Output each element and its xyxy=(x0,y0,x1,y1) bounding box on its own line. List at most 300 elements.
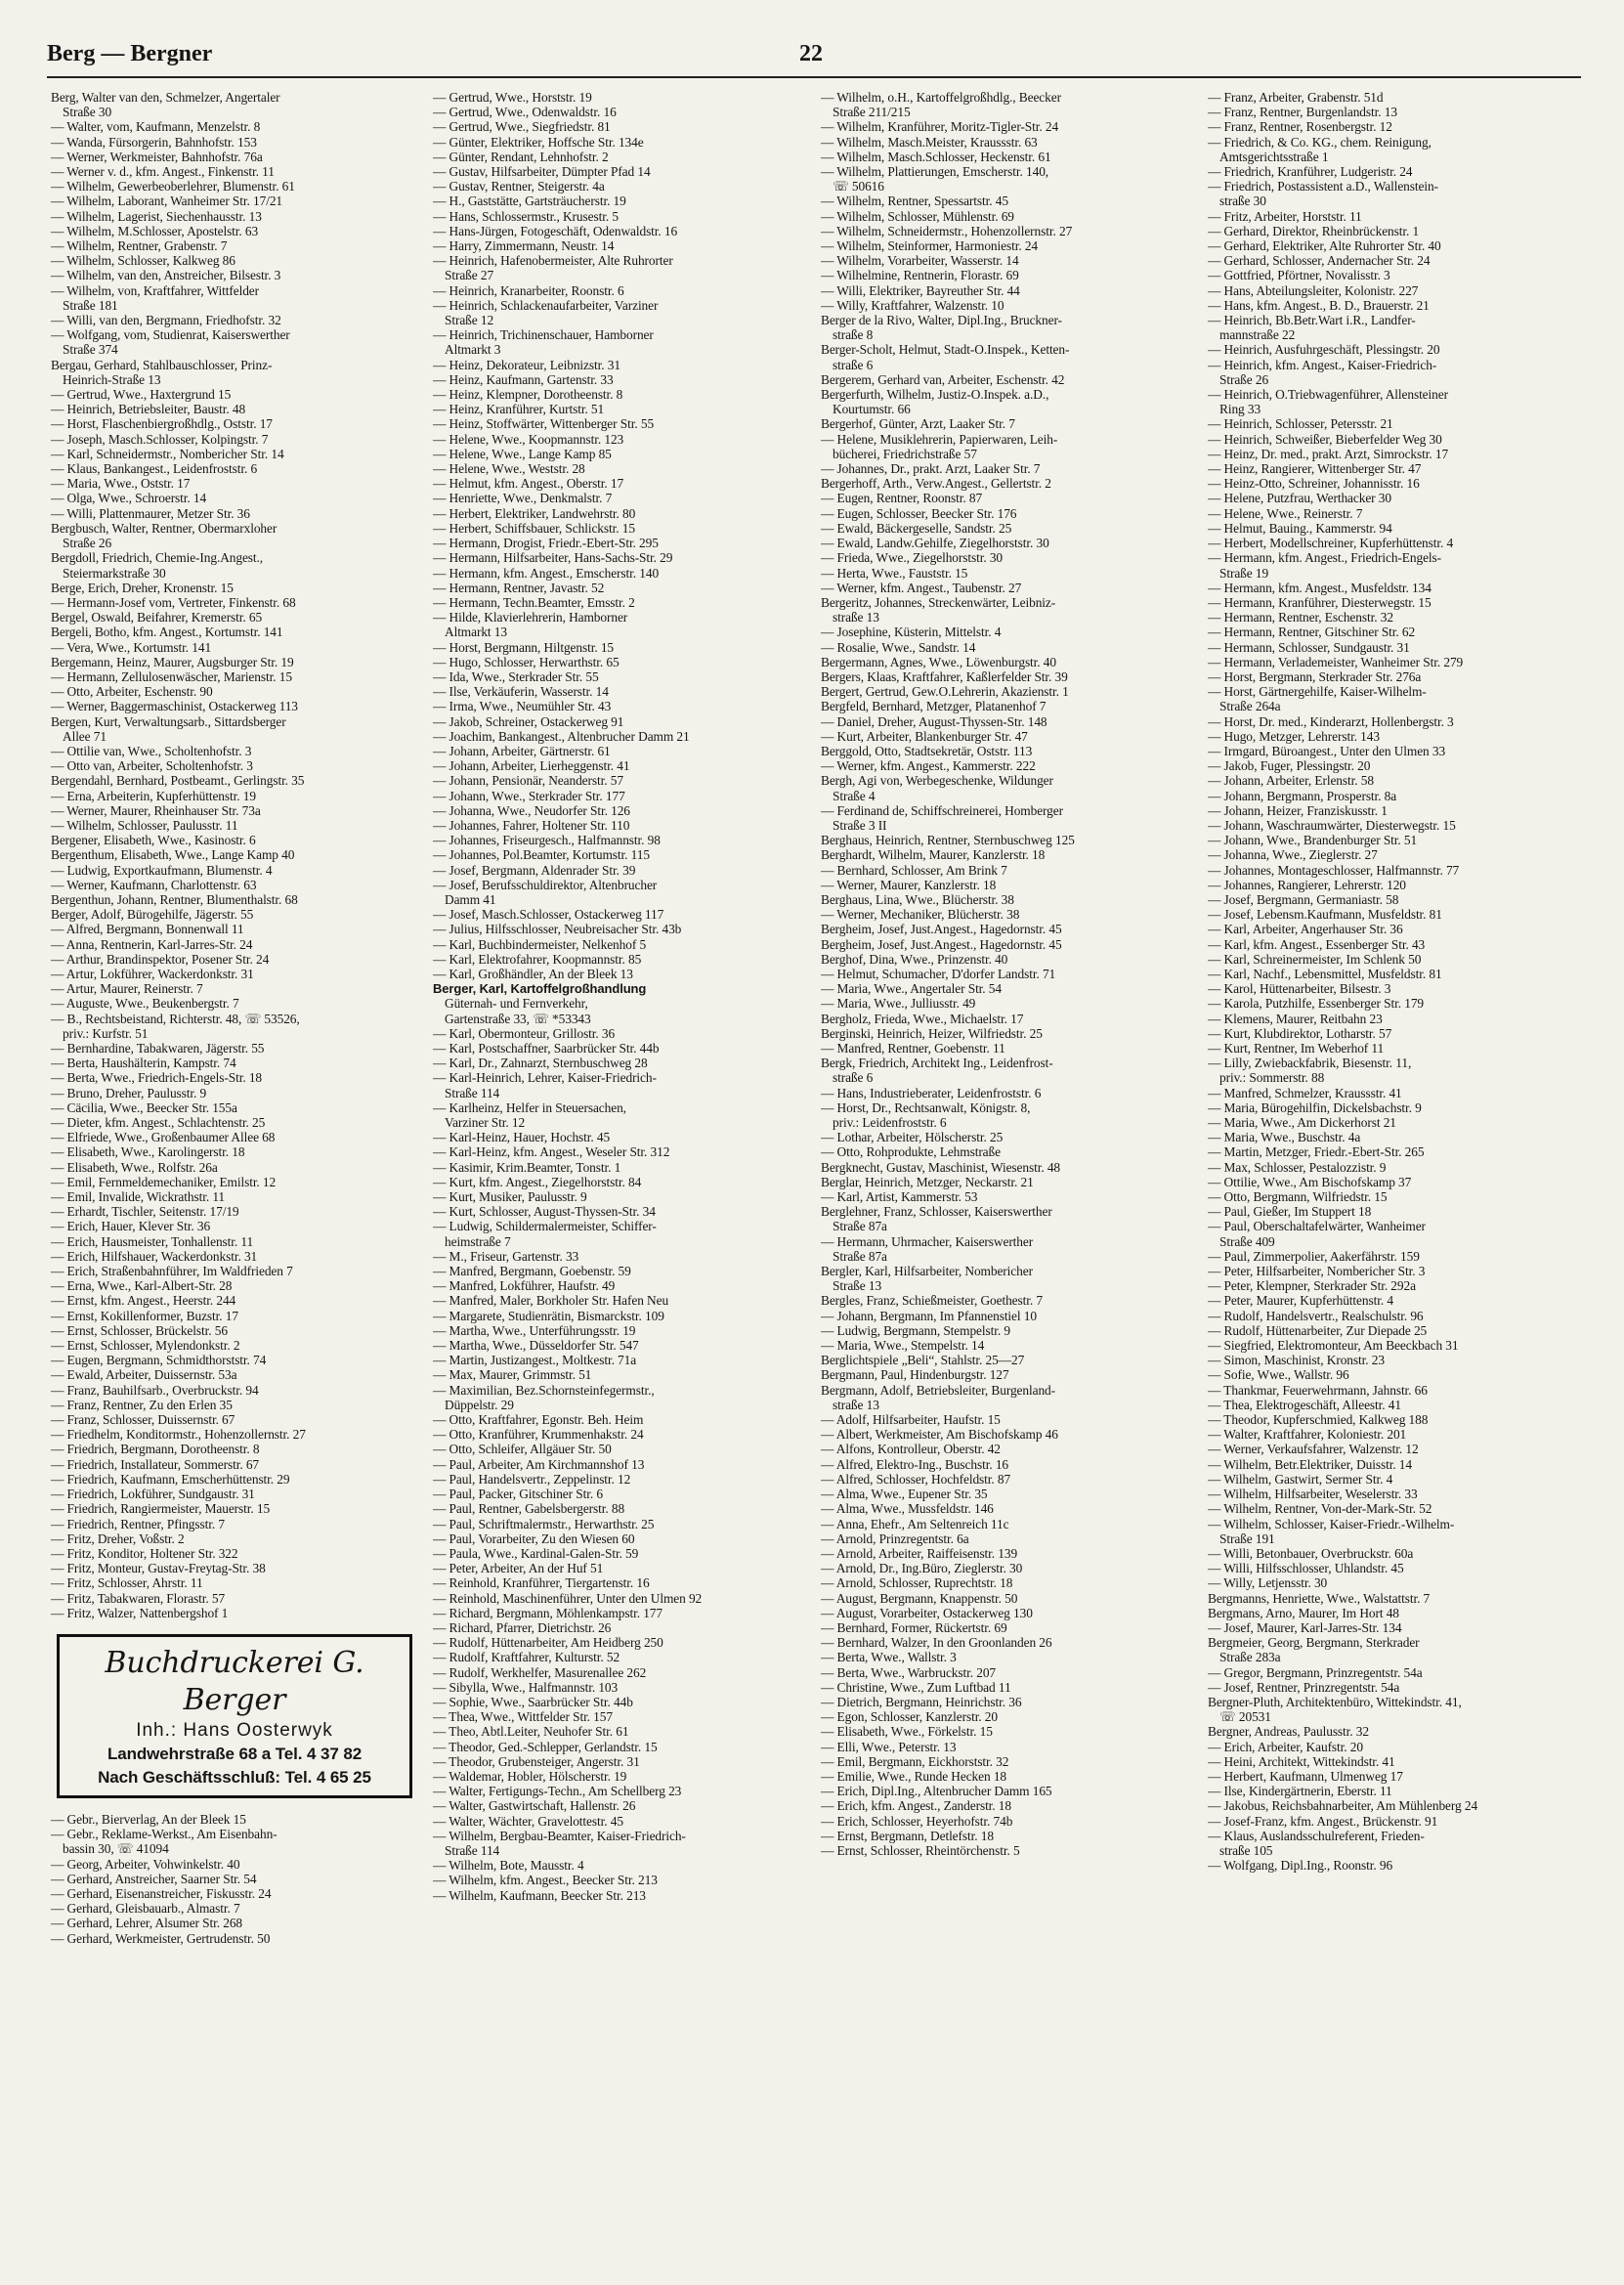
directory-entry-line: — Horst, Bergmann, Sterkrader Str. 276a xyxy=(1208,668,1422,684)
directory-entry-line: — Margarete, Studienrätin, Bismarckstr. 109 xyxy=(433,1308,664,1323)
directory-entry-line: — Ottilie van, Wwe., Scholtenhofstr. 3 xyxy=(51,743,252,758)
directory-entry-line: — Otto, Arbeiter, Eschenstr. 90 xyxy=(51,684,213,700)
directory-entry-line: — Helene, Wwe., Weststr. 28 xyxy=(433,461,585,477)
directory-entry-line: — Gebr., Bierverlag, An der Bleek 15 xyxy=(51,1811,246,1827)
directory-entry-line: — Johann, Bergmann, Prosperstr. 8a xyxy=(1208,788,1397,803)
directory-entry-line: Straße 114 xyxy=(445,1085,500,1100)
directory-entry-line: Bergholz, Frieda, Wwe., Michaelstr. 17 xyxy=(821,1011,1024,1026)
directory-entry-line: — Gebr., Reklame-Werkst., Am Eisenbahn- xyxy=(51,1827,278,1842)
directory-entry-line: — Johannes, Pol.Beamter, Kortumstr. 115 xyxy=(433,847,650,863)
directory-entry-line: — Gustav, Rentner, Steigerstr. 4a xyxy=(433,179,605,194)
directory-entry-line: — Berta, Wwe., Wallstr. 3 xyxy=(821,1650,957,1665)
directory-entry-line: — Johanna, Wwe., Zieglerstr. 27 xyxy=(1208,847,1378,863)
ad-after-hours: Nach Geschäftsschluß: Tel. 4 65 25 xyxy=(98,1767,371,1787)
directory-entry-line: — Karl, Nachf., Lebensmittel, Musfeldstr. 81 xyxy=(1208,966,1442,981)
directory-entry-line: — Heinz-Otto, Schreiner, Johannisstr. 16 xyxy=(1208,476,1420,492)
directory-entry-line: — Friedrich, Rentner, Pfingsstr. 7 xyxy=(51,1516,225,1531)
directory-entry-line: Bergner, Andreas, Paulusstr. 32 xyxy=(1208,1724,1369,1740)
directory-entry-line: — Wilhelm, M.Schlosser, Apostelstr. 63 xyxy=(51,223,259,238)
directory-entry-line: Bergmanns, Henriette, Wwe., Walstattstr. 7 xyxy=(1208,1590,1431,1606)
directory-entry-line: — Wilhelm, Schlosser, Kalkweg 86 xyxy=(51,253,235,269)
directory-entry-line: — Manfred, Rentner, Goebenstr. 11 xyxy=(821,1041,1005,1056)
directory-entry-line: — Johannes, Dr., prakt. Arzt, Laaker Str. 7 xyxy=(821,461,1041,477)
directory-entry-line: — Josef-Franz, kfm. Angest., Brückenstr. 91 xyxy=(1208,1813,1438,1829)
directory-entry-line: — Horst, Gärtnergehilfe, Kaiser-Wilhelm- xyxy=(1208,684,1427,700)
directory-entry-line: — Erich, Schlosser, Heyerhofstr. 74b xyxy=(821,1813,1013,1829)
directory-entry-line: — Heinrich, Hafenobermeister, Alte Ruhrorter xyxy=(433,253,673,269)
directory-entry-line: Bergenthun, Johann, Rentner, Blumenthalstr. 68 xyxy=(51,891,298,907)
directory-entry-line: — Karl, Artist, Kammerstr. 53 xyxy=(821,1189,978,1205)
directory-entry-line: — Heini, Architekt, Wittekindstr. 41 xyxy=(1208,1753,1395,1769)
directory-entry-line: — Horst, Dr. med., Kinderarzt, Hollenbergstr. 3 xyxy=(1208,713,1454,729)
directory-entry-line: Amtsgerichtsstraße 1 xyxy=(1219,149,1329,164)
directory-entry-line: — Hugo, Schlosser, Herwarthstr. 65 xyxy=(433,654,620,669)
directory-entry-line: — Siegfried, Elektromonteur, Am Beeckbach 31 xyxy=(1208,1338,1459,1354)
directory-entry-line: — Johann, Wwe., Sterkrader Str. 177 xyxy=(433,788,625,803)
directory-entry-line: — Hermann, Kranführer, Diesterwegstr. 15 xyxy=(1208,594,1432,610)
directory-entry-line: Berghaus, Lina, Wwe., Blücherstr. 38 xyxy=(821,891,1014,907)
directory-entry-line: — Heinrich, O.Triebwagenführer, Allensteiner xyxy=(1208,387,1448,403)
directory-entry-line: — Paul, Packer, Gitschiner Str. 6 xyxy=(433,1487,603,1502)
directory-entry-line: — Wilhelm, Schlosser, Paulusstr. 11 xyxy=(51,817,238,833)
directory-entry-line: Straße 87a xyxy=(833,1248,887,1264)
directory-entry-line: — Rudolf, Hüttenarbeiter, Am Heidberg 250 xyxy=(433,1635,663,1651)
directory-entry-line: — Ernst, Schlosser, Mylendonkstr. 2 xyxy=(51,1338,240,1354)
directory-entry-line: — Anna, Ehefr., Am Seltenreich 11c xyxy=(821,1516,1009,1531)
directory-entry-line: — Theodor, Ged.-Schlepper, Gerlandstr. 15 xyxy=(433,1739,658,1754)
directory-entry-line: Bergerhoff, Arth., Verw.Angest., Gellertstr. 2 xyxy=(821,476,1051,492)
directory-entry-line: — Jakob, Schreiner, Ostackerweg 91 xyxy=(433,713,624,729)
directory-entry-line: — Sibylla, Wwe., Halfmannstr. 103 xyxy=(433,1679,619,1695)
directory-entry-line: Bergel, Oswald, Beifahrer, Kremerstr. 65 xyxy=(51,610,263,625)
directory-entry-line: — Franz, Arbeiter, Grabenstr. 51d xyxy=(1208,90,1384,105)
directory-entry-line: Straße 264a xyxy=(1219,699,1281,714)
directory-entry-line: — Gerhard, Eisenanstreicher, Fiskusstr. 24 xyxy=(51,1885,272,1901)
directory-entry-line: — Maria, Wwe., Buschstr. 4a xyxy=(1208,1130,1361,1145)
directory-entry-line: — Willi, van den, Bergmann, Friedhofstr. 32 xyxy=(51,313,281,328)
directory-entry-line: — Fritz, Monteur, Gustav-Freytag-Str. 38 xyxy=(51,1561,266,1576)
directory-entry-line: — Maria, Wwe., Oststr. 17 xyxy=(51,476,191,492)
directory-entry-line: — Paul, Schriftmalermstr., Herwarthstr. 25 xyxy=(433,1516,655,1531)
directory-entry-line: — Auguste, Wwe., Beukenbergstr. 7 xyxy=(51,996,239,1012)
directory-entry-line: Straße 283a xyxy=(1219,1650,1281,1665)
directory-entry-line: — H., Gaststätte, Gartsträucherstr. 19 xyxy=(433,194,626,209)
directory-entry-line: — Hermann, Drogist, Friedr.-Ebert-Str. 295 xyxy=(433,536,659,551)
directory-entry-line: — Wilhelm, von, Kraftfahrer, Wittfelder xyxy=(51,282,260,298)
directory-entry-line: — Eugen, Bergmann, Schmidthorststr. 74 xyxy=(51,1353,267,1368)
directory-entry-line: — Rudolf, Hüttenarbeiter, Zur Diepade 25 xyxy=(1208,1322,1428,1338)
directory-entry-line: — Heinz, Dr. med., prakt. Arzt, Simrockstr. 17 xyxy=(1208,446,1449,461)
directory-entry-line: Ring 33 xyxy=(1219,402,1261,417)
directory-entry-line: — Elisabeth, Wwe., Förkelstr. 15 xyxy=(821,1724,993,1740)
directory-entry-line: Allee 71 xyxy=(63,728,107,744)
directory-entry-line: — Hilde, Klavierlehrerin, Hamborner xyxy=(433,610,628,625)
directory-entry-line: — Henriette, Wwe., Denkmalstr. 7 xyxy=(433,491,613,506)
directory-entry-line: — Helene, Putzfrau, Werthacker 30 xyxy=(1208,491,1391,506)
directory-entry-line: Bergers, Klaas, Kraftfahrer, Kaßlerfelder Str. 39 xyxy=(821,668,1068,684)
directory-entry-line: Bergmann, Paul, Hindenburgstr. 127 xyxy=(821,1367,1009,1383)
directory-entry-line: Berger, Karl, Kartoffelgroßhandlung xyxy=(433,981,647,997)
directory-entry-line: — Herbert, Kaufmann, Ulmenweg 17 xyxy=(1208,1768,1403,1784)
directory-entry-line: — Paul, Arbeiter, Am Kirchmannshof 13 xyxy=(433,1456,645,1472)
directory-entry-line: — Arnold, Dr., Ing.Büro, Zieglerstr. 30 xyxy=(821,1561,1023,1576)
directory-entry-line: — Horst, Dr., Rechtsanwalt, Königstr. 8, xyxy=(821,1099,1031,1115)
directory-entry-line: — Lilly, Zwiebackfabrik, Biesenstr. 11, xyxy=(1208,1056,1412,1071)
directory-entry-line: — Ernst, Schlosser, Brückelstr. 56 xyxy=(51,1322,228,1338)
directory-entry-line: Bergdoll, Friedrich, Chemie-Ing.Angest., xyxy=(51,550,264,566)
directory-entry-line: — Wilhelm, van den, Anstreicher, Bilsestr. 3 xyxy=(51,268,281,283)
directory-entry-line: — Hermann, Rentner, Javastr. 52 xyxy=(433,580,605,595)
directory-entry-line: straße 105 xyxy=(1219,1842,1273,1858)
directory-entry-line: — Erich, Arbeiter, Kaufstr. 20 xyxy=(1208,1739,1363,1754)
directory-entry-line: — Friedhelm, Konditormstr., Hohenzollernstr. 27 xyxy=(51,1427,306,1443)
directory-entry-line: — Ewald, Landw.Gehilfe, Ziegelhorststr. 30 xyxy=(821,536,1049,551)
directory-entry-line: priv.: Kurfstr. 51 xyxy=(63,1025,149,1041)
directory-entry-line: — Berta, Haushälterin, Kampstr. 74 xyxy=(51,1056,236,1071)
directory-entry-line: — Vera, Wwe., Kortumstr. 141 xyxy=(51,639,212,655)
directory-entry-line: Bergfeld, Bernhard, Metzger, Platanenhof 7 xyxy=(821,699,1047,714)
directory-entry-line: Bergles, Franz, Schießmeister, Goethestr. 7 xyxy=(821,1293,1043,1309)
directory-entry-line: — Werner, Baggermaschinist, Ostackerweg 113 xyxy=(51,699,298,714)
directory-entry-line: — Karl-Heinz, Hauer, Hochstr. 45 xyxy=(433,1130,611,1145)
directory-entry-line: — Josef, Bergmann, Aldenrader Str. 39 xyxy=(433,862,636,878)
directory-entry-line: — Paul, Handelsvertr., Zeppelinstr. 12 xyxy=(433,1471,631,1487)
directory-entry-line: — Irma, Wwe., Neumühler Str. 43 xyxy=(433,699,612,714)
directory-entry-line: — Maria, Wwe., Angertaler Str. 54 xyxy=(821,981,1002,997)
directory-entry-line: — Johann, Arbeiter, Gärtnerstr. 61 xyxy=(433,743,611,758)
directory-entry-line: — Sofie, Wwe., Wallstr. 96 xyxy=(1208,1367,1349,1383)
directory-entry-line: Berge, Erich, Dreher, Kronenstr. 15 xyxy=(51,580,234,595)
ad-company-name: Buchdruckerei G. Berger xyxy=(105,1645,364,1717)
directory-entry-line: — Heinz, Dekorateur, Leibnizstr. 31 xyxy=(433,357,620,372)
directory-entry-line: — Artur, Lokführer, Wackerdonkstr. 31 xyxy=(51,966,254,981)
directory-entry-line: — Friedrich, Postassistent a.D., Wallenstein- xyxy=(1208,179,1438,194)
directory-entry-line: Berglehner, Franz, Schlosser, Kaiserswerther xyxy=(821,1204,1052,1220)
directory-entry-line: — Fritz, Arbeiter, Horststr. 11 xyxy=(1208,208,1362,224)
directory-entry-line: — Herbert, Schiffsbauer, Schlickstr. 15 xyxy=(433,520,635,536)
directory-entry-line: — Karl, Elektrofahrer, Koopmannstr. 85 xyxy=(433,951,642,967)
directory-entry-line: — Wilhelm, Bergbau-Beamter, Kaiser-Friedrich- xyxy=(433,1828,686,1843)
directory-entry-line: — Wilhelm, kfm. Angest., Beecker Str. 213 xyxy=(433,1873,658,1888)
directory-entry-line: — Wilhelm, Gastwirt, Sermer Str. 4 xyxy=(1208,1471,1393,1487)
directory-entry-line: — Egon, Schlosser, Kanzlerstr. 20 xyxy=(821,1709,998,1725)
directory-entry-line: — Heinrich, Schweißer, Bieberfelder Weg 30 xyxy=(1208,431,1442,447)
directory-entry-line: — Johann, Arbeiter, Erlenstr. 58 xyxy=(1208,773,1374,789)
directory-entry-line: — Reinhold, Kranführer, Tiergartenstr. 16 xyxy=(433,1575,650,1591)
directory-entry-line: — Josef, Lebensm.Kaufmann, Musfeldstr. 81 xyxy=(1208,907,1442,923)
running-title: Berg — Bergner xyxy=(47,41,213,66)
directory-entry-line: — Sophie, Wwe., Saarbrücker Str. 44b xyxy=(433,1694,633,1709)
directory-entry-line: — Klaus, Bankangest., Leidenfroststr. 6 xyxy=(51,461,258,477)
directory-entry-line: — Manfred, Bergmann, Goebenstr. 59 xyxy=(433,1264,631,1279)
directory-entry-line: — Wilhelm, Schlosser, Kaiser-Friedr.-Wilhelm- xyxy=(1208,1516,1455,1531)
directory-entry-line: — Otto van, Arbeiter, Scholtenhofstr. 3 xyxy=(51,758,253,774)
directory-entry-line: — Elfriede, Wwe., Großenbaumer Allee 68 xyxy=(51,1130,276,1145)
directory-entry-line: Bergmans, Arno, Maurer, Im Hort 48 xyxy=(1208,1605,1399,1620)
directory-entry-line: Steiermarkstraße 30 xyxy=(63,565,166,581)
directory-entry-line: — Friedrich, Kaufmann, Emscherhüttenstr. 29 xyxy=(51,1471,290,1487)
directory-entry-line: — Otto, Schleifer, Allgäuer Str. 50 xyxy=(433,1442,612,1457)
directory-entry-line: — Elisabeth, Wwe., Karolingerstr. 18 xyxy=(51,1144,245,1160)
directory-entry-line: priv.: Sommerstr. 88 xyxy=(1219,1070,1325,1086)
directory-entry-line: — Hermann, Rentner, Eschenstr. 32 xyxy=(1208,610,1393,625)
directory-entry-line: — Erich, Hauer, Klever Str. 36 xyxy=(51,1219,211,1234)
directory-entry-line: — Wilhelm, Betr.Elektriker, Duisstr. 14 xyxy=(1208,1456,1413,1472)
directory-entry-line: — Heinz, Kranführer, Kurtstr. 51 xyxy=(433,402,605,417)
directory-entry-line: — Karl, Arbeiter, Angerhauser Str. 36 xyxy=(1208,922,1403,937)
directory-entry-line: — Hermann, Verlademeister, Wanheimer Str. 279 xyxy=(1208,654,1464,669)
directory-entry-line: — Hermann, Techn.Beamter, Emsstr. 2 xyxy=(433,594,635,610)
directory-entry-line: Straße 409 xyxy=(1219,1233,1275,1249)
directory-entry-line: — Johanna, Wwe., Neudorfer Str. 126 xyxy=(433,802,630,818)
directory-entry-line: Bergendahl, Bernhard, Postbeamt., Gerlingstr. 35 xyxy=(51,773,305,789)
directory-entry-line: — Gertrud, Wwe., Haxtergrund 15 xyxy=(51,387,232,403)
directory-entry-line: — Elisabeth, Wwe., Rolfstr. 26a xyxy=(51,1159,218,1175)
directory-entry-line: — Erich, kfm. Angest., Zanderstr. 18 xyxy=(821,1798,1011,1814)
directory-entry-line: — Bernhardine, Tabakwaren, Jägerstr. 55 xyxy=(51,1041,265,1056)
directory-entry-line: Kourtumstr. 66 xyxy=(833,402,911,417)
directory-entry-line: — Josef, Rentner, Prinzregentstr. 54a xyxy=(1208,1679,1400,1695)
directory-entry-line: — Gerhard, Anstreicher, Saarner Str. 54 xyxy=(51,1871,257,1886)
directory-entry-line: — Erich, Hilfshauer, Wackerdonkstr. 31 xyxy=(51,1248,258,1264)
directory-entry-line: — Wilhelm, Kaufmann, Beecker Str. 213 xyxy=(433,1887,646,1903)
directory-entry-line: — Alfred, Schlosser, Hochfeldstr. 87 xyxy=(821,1471,1011,1487)
directory-entry-line: straße 13 xyxy=(833,610,879,625)
directory-entry-line: — Fritz, Tabakwaren, Florastr. 57 xyxy=(51,1590,226,1606)
directory-entry-line: — Wilhelm, Masch.Meister, Kraussstr. 63 xyxy=(821,134,1038,150)
directory-entry-line: Bergheim, Josef, Just.Angest., Hagedornstr. 45 xyxy=(821,936,1062,952)
directory-entry-line: Bergner-Pluth, Architektenbüro, Wittekindstr. 41, xyxy=(1208,1694,1462,1709)
directory-entry-line: Bergeli, Botho, kfm. Angest., Kortumstr. 141 xyxy=(51,625,283,640)
directory-entry-line: — Kurt, Klubdirektor, Lotharstr. 57 xyxy=(1208,1025,1392,1041)
directory-entry-line: — Wilhelm, o.H., Kartoffelgroßhdlg., Beecker xyxy=(821,90,1061,105)
directory-entry-line: — Fritz, Walzer, Nattenbergshof 1 xyxy=(51,1605,229,1620)
directory-entry-line: — Kurt, Rentner, Im Weberhof 11 xyxy=(1208,1041,1385,1056)
directory-entry-line: straße 30 xyxy=(1219,194,1266,209)
printer-advertisement xyxy=(57,1634,412,1798)
directory-entry-line: — Friedrich, Kranführer, Ludgeristr. 24 xyxy=(1208,164,1413,180)
directory-entry-line: — Rudolf, Werkhelfer, Masurenallee 262 xyxy=(433,1664,647,1680)
directory-entry-line: — Gertrud, Wwe., Horststr. 19 xyxy=(433,90,592,105)
directory-entry-line: — Friedrich, Rangiermeister, Mauerstr. 15 xyxy=(51,1501,271,1517)
directory-entry-line: — Heinrich, Betriebsleiter, Baustr. 48 xyxy=(51,402,246,417)
directory-entry-line: — Franz, Bauhilfsarb., Overbruckstr. 94 xyxy=(51,1382,259,1398)
directory-entry-line: — Helene, Wwe., Lange Kamp 85 xyxy=(433,446,612,461)
directory-entry-line: — Friedrich, & Co. KG., chem. Reinigung, xyxy=(1208,134,1432,150)
directory-entry-line: — Erna, Arbeiterin, Kupferhüttenstr. 19 xyxy=(51,788,256,803)
directory-entry-line: — Arnold, Prinzregentstr. 6a xyxy=(821,1531,969,1546)
directory-entry-line: — Martha, Wwe., Unterführungsstr. 19 xyxy=(433,1322,636,1338)
directory-entry-line: — Franz, Rentner, Burgenlandstr. 13 xyxy=(1208,105,1397,120)
directory-entry-line: — Herbert, Elektriker, Landwehrstr. 80 xyxy=(433,505,636,521)
directory-entry-line: Straße 114 xyxy=(445,1842,500,1858)
directory-entry-line: — Werner v. d., kfm. Angest., Finkenstr. 11 xyxy=(51,164,275,180)
directory-entry-line: — Wanda, Fürsorgerin, Bahnhofstr. 153 xyxy=(51,134,257,150)
directory-entry-line: Straße 87a xyxy=(833,1219,887,1234)
directory-entry-line: — Peter, Arbeiter, An der Huf 51 xyxy=(433,1561,604,1576)
directory-entry-line: — Ernst, kfm. Angest., Heerstr. 244 xyxy=(51,1293,236,1309)
directory-entry-line: — Joseph, Masch.Schlosser, Kolpingstr. 7 xyxy=(51,431,269,447)
directory-entry-line: — Rudolf, Kraftfahrer, Kulturstr. 52 xyxy=(433,1650,620,1665)
directory-entry-line: Bergler, Karl, Hilfsarbeiter, Nombericher xyxy=(821,1264,1033,1279)
directory-entry-line: — Alfred, Bergmann, Bonnenwall 11 xyxy=(51,922,244,937)
directory-entry-line: — Manfred, Maler, Borkholer Str. Hafen Neu xyxy=(433,1293,669,1309)
directory-entry-line: — August, Bergmann, Knappenstr. 50 xyxy=(821,1590,1018,1606)
directory-entry-line: Altmarkt 3 xyxy=(445,342,501,358)
header-rule xyxy=(47,76,1581,78)
directory-entry-line: — Werner, Kaufmann, Charlottenstr. 63 xyxy=(51,877,257,892)
directory-entry-line: — Ludwig, Schildermalermeister, Schiffer- xyxy=(433,1219,657,1234)
directory-entry-line: Straße 374 xyxy=(63,342,118,358)
directory-entry-line: — Friedrich, Lokführer, Sundgaustr. 31 xyxy=(51,1487,255,1502)
directory-entry-line: — Klemens, Maurer, Reitbahn 23 xyxy=(1208,1011,1383,1026)
directory-entry-line: — Helmut, Bauing., Kammerstr. 94 xyxy=(1208,520,1392,536)
directory-entry-line: — Gerhard, Schlosser, Andernacher Str. 24 xyxy=(1208,253,1431,269)
directory-entry-line: — Johannes, Fahrer, Holtener Str. 110 xyxy=(433,817,630,833)
directory-entry-line: — Kurt, Arbeiter, Blankenburger Str. 47 xyxy=(821,728,1028,744)
directory-entry-line: — Wilhelm, Rentner, Spessartstr. 45 xyxy=(821,194,1008,209)
directory-entry-line: — Josef, Maurer, Karl-Jarres-Str. 134 xyxy=(1208,1619,1402,1635)
directory-entry-line: — Paula, Wwe., Kardinal-Galen-Str. 59 xyxy=(433,1545,639,1561)
directory-entry-line: Berglar, Heinrich, Metzger, Neckarstr. 21 xyxy=(821,1174,1034,1189)
directory-entry-line: Bergenthum, Elisabeth, Wwe., Lange Kamp 40 xyxy=(51,847,295,863)
directory-entry-line: — Thea, Elektrogeschäft, Alleestr. 41 xyxy=(1208,1397,1401,1412)
directory-entry-line: Straße 211/215 xyxy=(833,105,911,120)
directory-entry-line: — Hermann, kfm. Angest., Musfeldstr. 134 xyxy=(1208,580,1432,595)
directory-entry-line: — Irmgard, Büroangest., Unter den Ulmen 33 xyxy=(1208,743,1446,758)
directory-entry-line: Straße 26 xyxy=(1219,371,1269,387)
directory-entry-line: — Cäcilia, Wwe., Beecker Str. 155a xyxy=(51,1099,237,1115)
directory-entry-line: — Arnold, Schlosser, Ruprechtstr. 18 xyxy=(821,1575,1013,1591)
directory-entry-line: — Harry, Zimmermann, Neustr. 14 xyxy=(433,238,615,254)
directory-entry-line: Bergeritz, Johannes, Streckenwärter, Leibniz- xyxy=(821,594,1056,610)
directory-entry-line: — Gustav, Hilfsarbeiter, Dümpter Pfad 14 xyxy=(433,164,651,180)
directory-entry-line: — Horst, Flaschenbiergroßhdlg., Oststr. 17 xyxy=(51,416,273,432)
ad-owner: Inh.: Hans Oosterwyk xyxy=(136,1719,333,1741)
directory-entry-line: Straße 13 xyxy=(833,1278,882,1294)
directory-entry-line: Bergermann, Agnes, Wwe., Löwenburgstr. 40 xyxy=(821,654,1056,669)
directory-entry-line: — Simon, Maschinist, Kronstr. 23 xyxy=(1208,1353,1385,1368)
directory-entry-line: straße 8 xyxy=(833,327,874,343)
directory-entry-line: — Theodor, Kupferschmied, Kalkweg 188 xyxy=(1208,1412,1429,1428)
directory-entry-line: — Julius, Hilfsschlosser, Neubreisacher Str. 43b xyxy=(433,922,682,937)
directory-entry-line: Berghardt, Wilhelm, Maurer, Kanzlerstr. 18 xyxy=(821,847,1046,863)
directory-entry-line: — Paul, Vorarbeiter, Zu den Wiesen 60 xyxy=(433,1531,635,1546)
directory-entry-line: Bergemann, Heinz, Maurer, Augsburger Str. 19 xyxy=(51,654,294,669)
directory-entry-line: — Gerhard, Gleisbauarb., Almastr. 7 xyxy=(51,1901,240,1917)
directory-entry-line: — Heinrich, kfm. Angest., Kaiser-Friedrich- xyxy=(1208,357,1437,372)
directory-entry-line: — Erich, Hausmeister, Tonhallenstr. 11 xyxy=(51,1233,254,1249)
directory-entry-line: — Heinz, Rangierer, Wittenberger Str. 47 xyxy=(1208,461,1422,477)
directory-entry-line: — Alma, Wwe., Mussfeldstr. 146 xyxy=(821,1501,994,1517)
column-1 xyxy=(51,90,412,1946)
directory-entry-line: — Alfons, Kontrolleur, Oberstr. 42 xyxy=(821,1442,1001,1457)
directory-entry-line: Bergmeier, Georg, Bergmann, Sterkrader xyxy=(1208,1635,1420,1651)
directory-entry-line: Straße 181 xyxy=(63,297,118,313)
directory-entry-line: — Willy, Letjensstr. 30 xyxy=(1208,1575,1328,1591)
directory-entry-line: — Maria, Bürogehilfin, Dickelsbachstr. 9 xyxy=(1208,1099,1422,1115)
directory-entry-line: — Otto, Rohprodukte, Lehmstraße xyxy=(821,1144,1001,1160)
directory-entry-line: — Helmut, kfm. Angest., Oberstr. 17 xyxy=(433,476,624,492)
directory-entry-line: Bergmann, Adolf, Betriebsleiter, Burgenland- xyxy=(821,1382,1056,1398)
directory-entry-line: Straße 12 xyxy=(445,313,494,328)
directory-entry-line: — Wilhelm, Schlosser, Mühlenstr. 69 xyxy=(821,208,1014,224)
directory-entry-line: — Maria, Wwe., Julliusstr. 49 xyxy=(821,996,976,1012)
directory-entry-line: — Franz, Rentner, Zu den Erlen 35 xyxy=(51,1397,233,1412)
directory-entry-line: — Bruno, Dreher, Paulusstr. 9 xyxy=(51,1085,207,1100)
directory-entry-line: — Werner, kfm. Angest., Taubenstr. 27 xyxy=(821,580,1022,595)
directory-entry-line: — Erich, Dipl.Ing., Altenbrucher Damm 165 xyxy=(821,1784,1052,1799)
directory-entry-line: — Johannes, Friseurgesch., Halfmannstr. 98 xyxy=(433,833,661,848)
directory-entry-line: — Friedrich, Bergmann, Dorotheenstr. 8 xyxy=(51,1442,260,1457)
directory-entry-line: — Dieter, kfm. Angest., Schlachtenstr. 25 xyxy=(51,1115,266,1131)
directory-entry-line: — Johann, Waschraumwärter, Diesterwegstr. 15 xyxy=(1208,817,1456,833)
directory-entry-line: — Hermann, Zellulosenwäscher, Marienstr. 15 xyxy=(51,668,292,684)
directory-entry-line: — Otto, Bergmann, Wilfriedstr. 15 xyxy=(1208,1189,1388,1205)
directory-entry-line: — Thankmar, Feuerwehrmann, Jahnstr. 66 xyxy=(1208,1382,1428,1398)
directory-entry-line: — Helene, Wwe., Reinerstr. 7 xyxy=(1208,505,1363,521)
directory-entry-line: Straße 19 xyxy=(1219,565,1269,581)
directory-entry-line: — Peter, Maurer, Kupferhüttenstr. 4 xyxy=(1208,1293,1393,1309)
directory-entry-line: — Martin, Metzger, Friedr.-Ebert-Str. 265 xyxy=(1208,1144,1425,1160)
directory-entry-line: — Karl, Obermonteur, Grillostr. 36 xyxy=(433,1025,616,1041)
directory-entry-line: — Fritz, Konditor, Holtener Str. 322 xyxy=(51,1545,238,1561)
directory-entry-line: Bergerem, Gerhard van, Arbeiter, Eschenstr. 42 xyxy=(821,371,1065,387)
directory-entry-line: — Berta, Wwe., Warbruckstr. 207 xyxy=(821,1664,997,1680)
directory-entry-line: — Hermann-Josef vom, Vertreter, Finkenstr. 68 xyxy=(51,594,296,610)
directory-entry-line: — Otto, Kraftfahrer, Egonstr. Beh. Heim xyxy=(433,1412,644,1428)
directory-entry-line: — Wolfgang, Dipl.Ing., Roonstr. 96 xyxy=(1208,1858,1393,1874)
directory-entry-line: Berghaus, Heinrich, Rentner, Sternbuschweg 125 xyxy=(821,833,1075,848)
directory-entry-line: — Franz, Rentner, Rosenbergstr. 12 xyxy=(1208,119,1392,135)
directory-entry-line: — Wilhelm, Hilfsarbeiter, Weselerstr. 33 xyxy=(1208,1487,1418,1502)
directory-entry-line: Altmarkt 13 xyxy=(445,625,507,640)
directory-entry-line: — Hermann, Uhrmacher, Kaiserswerther xyxy=(821,1233,1034,1249)
directory-entry-line: — Maximilian, Bez.Schornsteinfegermstr., xyxy=(433,1382,655,1398)
directory-entry-line: — Gerhard, Direktor, Rheinbrückenstr. 1 xyxy=(1208,223,1420,238)
directory-entry-line: Bergen, Kurt, Verwaltungsarb., Sittardsberger xyxy=(51,713,286,729)
directory-entry-line: — Christine, Wwe., Zum Luftbad 11 xyxy=(821,1679,1011,1695)
directory-entry-line: bücherei, Friedrichstraße 57 xyxy=(833,446,977,461)
directory-entry-line: — Helene, Musiklehrerin, Papierwaren, Leih- xyxy=(821,431,1058,447)
directory-entry-line: Bergerfurth, Wilhelm, Justiz-O.Inspek. a.D., xyxy=(821,387,1049,403)
page-number: 22 xyxy=(799,41,823,66)
directory-entry-line: — Karl, Buchbindermeister, Nelkenhof 5 xyxy=(433,936,647,952)
directory-entry-line: — Karol, Hüttenarbeiter, Bilsestr. 3 xyxy=(1208,981,1391,997)
directory-entry-line: Bergau, Gerhard, Stahlbauschlosser, Prinz- xyxy=(51,357,273,372)
directory-entry-line: Bergheim, Josef, Just.Angest., Hagedornstr. 45 xyxy=(821,922,1062,937)
directory-entry-line: Berg, Walter van den, Schmelzer, Angertaler xyxy=(51,90,280,105)
directory-entry-line: — Emilie, Wwe., Runde Hecken 18 xyxy=(821,1768,1007,1784)
directory-entry-line: — Wilhelm, Rentner, Grabenstr. 7 xyxy=(51,238,228,254)
directory-entry-line: — Heinz, Klempner, Dorotheenstr. 8 xyxy=(433,387,623,403)
directory-entry-line: — Erhardt, Tischler, Seitenstr. 17/19 xyxy=(51,1204,239,1220)
directory-entry-line: Straße 4 xyxy=(833,788,876,803)
directory-entry-line: heimstraße 7 xyxy=(445,1233,511,1249)
directory-entry-line: — Karl, Postschaffner, Saarbrücker Str. 44b xyxy=(433,1041,660,1056)
directory-entry-line: — Karl-Heinz, kfm. Angest., Weseler Str. 312 xyxy=(433,1144,670,1160)
directory-entry-line: — Peter, Klempner, Sterkrader Str. 292a xyxy=(1208,1278,1416,1294)
directory-entry-line: — Max, Maurer, Grimmstr. 51 xyxy=(433,1367,592,1383)
directory-entry-line: Damm 41 xyxy=(445,891,496,907)
directory-entry-line: Straße 3 II xyxy=(833,817,887,833)
directory-entry-line: — Eugen, Schlosser, Beecker Str. 176 xyxy=(821,505,1017,521)
directory-entry-line: — Karl, Großhändler, An der Bleek 13 xyxy=(433,966,633,981)
directory-entry-line: Berghof, Dina, Wwe., Prinzenstr. 40 xyxy=(821,951,1008,967)
directory-entry-line: — Werner, Werkmeister, Bahnhofstr. 76a xyxy=(51,149,263,164)
directory-entry-line: — Heinrich, Bb.Betr.Wart i.R., Landfer- xyxy=(1208,313,1416,328)
directory-entry-line: — Willi, Plattenmaurer, Metzer Str. 36 xyxy=(51,505,250,521)
